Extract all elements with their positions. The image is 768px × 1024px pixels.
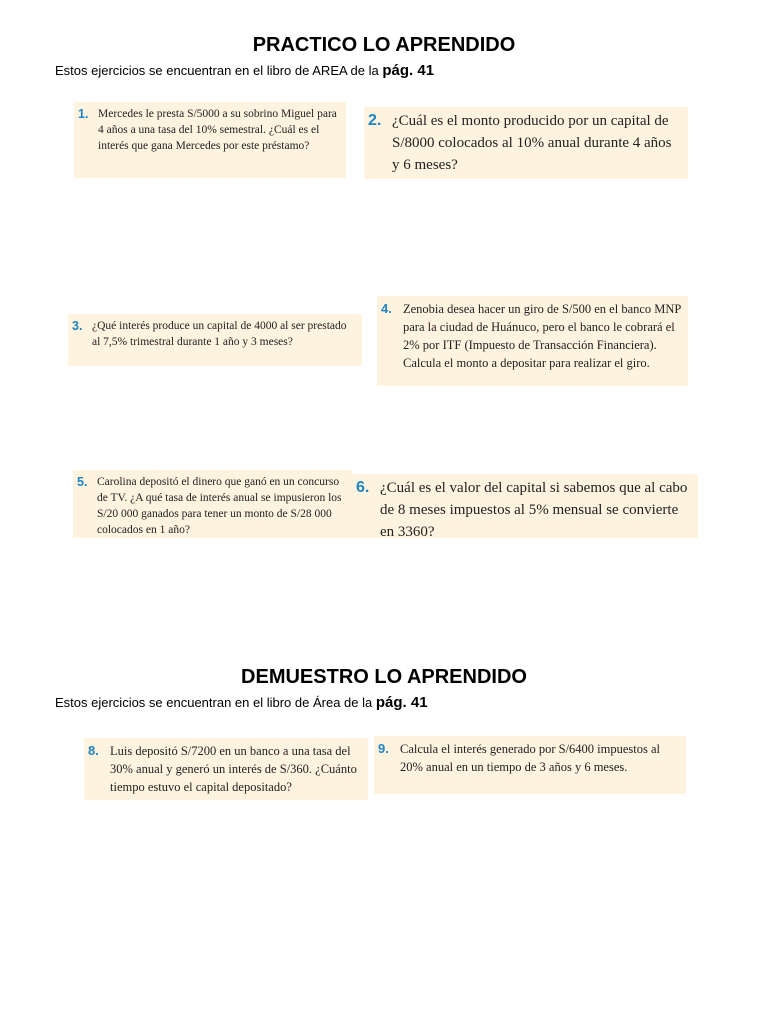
- section-title-demuestro: DEMUESTRO LO APRENDIDO: [241, 666, 527, 688]
- exercise-text: Calcula el interés generado por S/6400 impuestos al 20% anual en un tiempo de 3 años y 6 meses.: [400, 742, 661, 774]
- exercise-6: [352, 474, 698, 538]
- exercise-number: 8.: [88, 743, 99, 758]
- exercise-3: [68, 314, 362, 366]
- section-title-practico: PRACTICO LO APRENDIDO: [252, 34, 516, 56]
- section-subtitle-practico: [55, 62, 434, 79]
- exercise-text: ¿Cuál es el monto producido por un capital de S/8000 colocados al 10% anual durante 4 años y 6 meses?: [392, 113, 672, 173]
- exercise-number: 5.: [77, 475, 88, 489]
- exercise-number: 1.: [78, 107, 89, 121]
- exercise-number: 6.: [356, 479, 370, 496]
- exercise-text: ¿Qué interés produce un capital de 4000 al ser prestado al 7,5% trimestral durante 1 año y 3 meses?: [92, 320, 347, 348]
- exercise-4: [377, 296, 688, 386]
- exercise-text: Luis depositó S/7200 en un banco a una tasa del 30% anual y generó un interés de S/360. ¿Cuánto tiempo estuvo el capital depositado?: [110, 744, 357, 794]
- exercise-5: [73, 470, 353, 538]
- exercise-8: [84, 738, 368, 800]
- exercise-text: ¿Cuál es el valor del capital si sabemos que al cabo de 8 meses impuestos al 5% mensual se convierte en 3360?: [380, 480, 688, 540]
- exercise-number: 3.: [72, 319, 83, 333]
- section-subtitle-demuestro: [55, 694, 428, 711]
- exercise-text: Mercedes le presta S/5000 a su sobrino Miguel para 4 años a una tasa del 10% semestral. ¿Cuál es el interés que gana Mercedes por este préstamo?: [98, 108, 337, 152]
- subtitle-page-ref: pág. 41: [382, 62, 435, 79]
- exercise-2: [364, 107, 688, 179]
- subtitle-text: Estos ejercicios se encuentran en el libro de AREA de la: [55, 63, 383, 78]
- exercise-text: Carolina depositó el dinero que ganó en un concurso de TV. ¿A qué tasa de interés anual se impusieron los S/20 000 ganados para tener un monto de S/28 000 colocados en 1 año?: [97, 476, 342, 536]
- exercise-number: 2.: [368, 112, 382, 129]
- exercise-number: 9.: [378, 741, 389, 756]
- exercise-1: [74, 102, 346, 178]
- subtitle-text: Estos ejercicios se encuentran en el libro de Área de la: [55, 695, 376, 710]
- subtitle-page-ref: pág. 41: [375, 694, 428, 711]
- exercise-text: Zenobia desea hacer un giro de S/500 en el banco MNP para la ciudad de Huánuco, pero el banco le cobrará el 2% por ITF (Impuesto de Transacción Financiera). Calcula el monto a depositar para realizar el giro.: [403, 302, 681, 370]
- exercise-number: 4.: [381, 301, 392, 316]
- exercise-9: [374, 736, 686, 794]
